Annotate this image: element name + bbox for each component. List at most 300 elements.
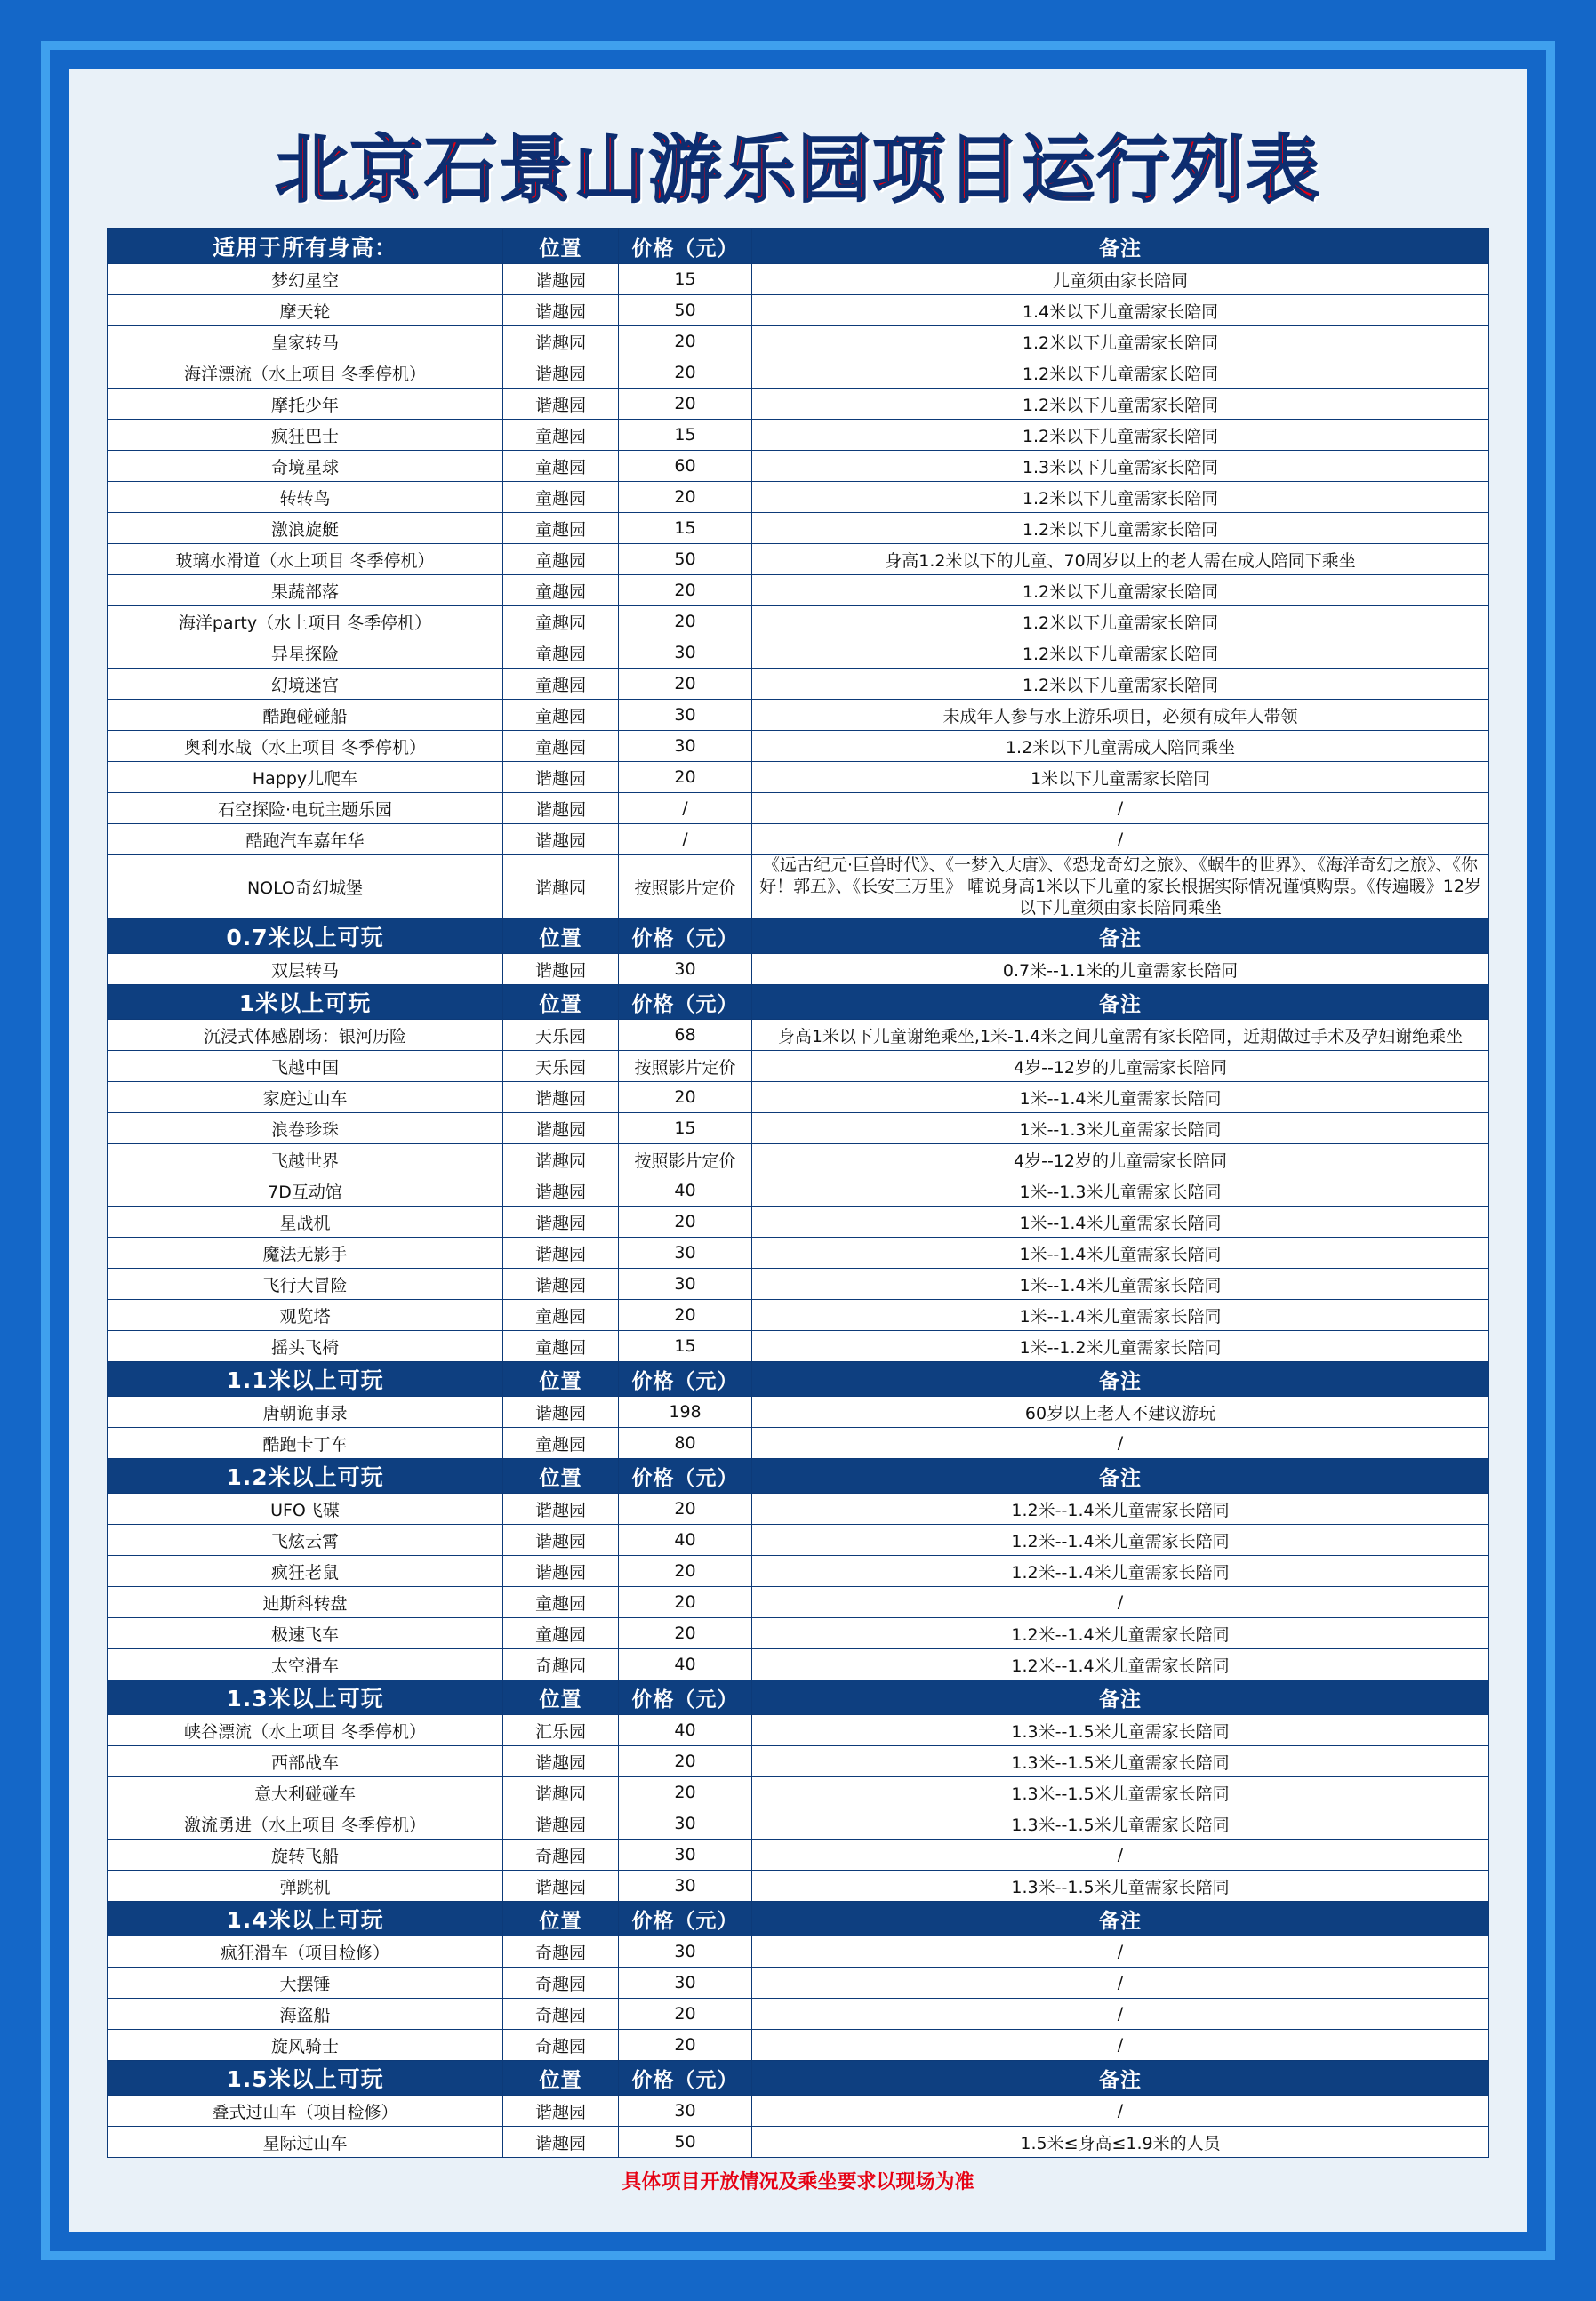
ride-location: 谐趣园 bbox=[503, 1113, 619, 1144]
ride-note: 1.3米--1.5米儿童需家长陪同 bbox=[752, 1715, 1489, 1746]
ride-price: 20 bbox=[619, 1207, 752, 1238]
ride-note: 1.2米--1.4米儿童需家长陪同 bbox=[752, 1556, 1489, 1587]
ride-location: 谐趣园 bbox=[503, 1746, 619, 1777]
ride-location: 童趣园 bbox=[503, 451, 619, 482]
ride-name: 奇境星球 bbox=[108, 451, 503, 482]
ride-name: 海盗船 bbox=[108, 1999, 503, 2030]
ride-name: 疯狂老鼠 bbox=[108, 1556, 503, 1587]
ride-note: 1米--1.4米儿童需家长陪同 bbox=[752, 1300, 1489, 1331]
ride-name: 玻璃水滑道（水上项目 冬季停机） bbox=[108, 544, 503, 575]
ride-name: 幻境迷宫 bbox=[108, 669, 503, 700]
ride-price: 30 bbox=[619, 1238, 752, 1269]
ride-price: 20 bbox=[619, 1300, 752, 1331]
ride-name: 浪卷珍珠 bbox=[108, 1113, 503, 1144]
ride-name: UFO飞碟 bbox=[108, 1494, 503, 1525]
table-row bbox=[108, 1113, 1489, 1144]
ride-location: 谐趣园 bbox=[503, 1207, 619, 1238]
section-header-label: 1.1米以上可玩 bbox=[108, 1362, 503, 1397]
table-row bbox=[108, 1649, 1489, 1680]
table-row bbox=[108, 1238, 1489, 1269]
ride-price: 40 bbox=[619, 1525, 752, 1556]
ride-price: 20 bbox=[619, 762, 752, 793]
ride-note: 1.3米--1.5米儿童需家长陪同 bbox=[752, 1871, 1489, 1902]
ride-price: / bbox=[619, 824, 752, 855]
ride-name: 峡谷漂流（水上项目 冬季停机） bbox=[108, 1715, 503, 1746]
ride-location: 谐趣园 bbox=[503, 1175, 619, 1207]
ride-price: 30 bbox=[619, 1840, 752, 1871]
ride-note: 1.3米--1.5米儿童需家长陪同 bbox=[752, 1746, 1489, 1777]
ride-name: 飞越中国 bbox=[108, 1051, 503, 1082]
ride-price: 50 bbox=[619, 544, 752, 575]
ride-name: 飞炫云霄 bbox=[108, 1525, 503, 1556]
ride-name: 激流勇进（水上项目 冬季停机） bbox=[108, 1808, 503, 1840]
ride-location: 童趣园 bbox=[503, 1428, 619, 1459]
section-header-row bbox=[108, 1680, 1489, 1715]
table-row bbox=[108, 1428, 1489, 1459]
ride-location: 奇趣园 bbox=[503, 1649, 619, 1680]
table-row bbox=[108, 1397, 1489, 1428]
table-row bbox=[108, 1269, 1489, 1300]
ride-price: 30 bbox=[619, 700, 752, 731]
ride-location: 童趣园 bbox=[503, 731, 619, 762]
section-header-label: 1.3米以上可玩 bbox=[108, 1680, 503, 1715]
ride-price: 30 bbox=[619, 1808, 752, 1840]
ride-note: 1.2米以下儿童需家长陪同 bbox=[752, 669, 1489, 700]
ride-price: 20 bbox=[619, 669, 752, 700]
section-header-row bbox=[108, 1902, 1489, 1936]
ride-note: 《远古纪元·巨兽时代》、《一梦入大唐》、《恐龙奇幻之旅》、《蜗牛的世界》、《海洋奇幻之旅》、《你好！郭五》、《长安三万里》 嚯说身高1米以下儿童的家长根据实际情况谨慎购票。《传遍暖》12岁以下儿童须由家长陪同乘坐 bbox=[752, 855, 1489, 919]
table-row bbox=[108, 1715, 1489, 1746]
ride-note: 1.2米以下儿童需家长陪同 bbox=[752, 513, 1489, 544]
ride-name: 飞行大冒险 bbox=[108, 1269, 503, 1300]
ride-name: 极速飞车 bbox=[108, 1618, 503, 1649]
table-row bbox=[108, 326, 1489, 357]
ride-price: 40 bbox=[619, 1175, 752, 1207]
ride-name: 异星探险 bbox=[108, 637, 503, 669]
ride-price: 15 bbox=[619, 264, 752, 295]
ride-price: 30 bbox=[619, 954, 752, 985]
ride-note: / bbox=[752, 2096, 1489, 2127]
column-header-1: 价格（元） bbox=[619, 985, 752, 1020]
ride-note: 儿童须由家长陪同 bbox=[752, 264, 1489, 295]
ride-name: 家庭过山车 bbox=[108, 1082, 503, 1113]
ride-location: 汇乐园 bbox=[503, 1715, 619, 1746]
column-header-2: 备注 bbox=[752, 1362, 1489, 1397]
ride-location: 谐趣园 bbox=[503, 1269, 619, 1300]
ride-location: 天乐园 bbox=[503, 1051, 619, 1082]
ride-location: 谐趣园 bbox=[503, 1082, 619, 1113]
ride-location: 谐趣园 bbox=[503, 762, 619, 793]
column-header-0: 位置 bbox=[503, 1680, 619, 1715]
table-row bbox=[108, 1777, 1489, 1808]
ride-name: 观览塔 bbox=[108, 1300, 503, 1331]
ride-price: 20 bbox=[619, 1618, 752, 1649]
ride-price: 20 bbox=[619, 357, 752, 389]
table-row bbox=[108, 513, 1489, 544]
ride-location: 谐趣园 bbox=[503, 954, 619, 985]
table-row bbox=[108, 575, 1489, 606]
rides-table-wrap bbox=[107, 228, 1489, 2217]
ride-name: 酷跑碰碰船 bbox=[108, 700, 503, 731]
ride-name: 酷跑卡丁车 bbox=[108, 1428, 503, 1459]
section-header-label: 1.4米以上可玩 bbox=[108, 1902, 503, 1936]
ride-note: 4岁--12岁的儿童需家长陪同 bbox=[752, 1051, 1489, 1082]
ride-price: 30 bbox=[619, 731, 752, 762]
ride-note: / bbox=[752, 1587, 1489, 1618]
ride-location: 童趣园 bbox=[503, 637, 619, 669]
poster-frame-inner bbox=[69, 69, 1527, 2232]
ride-note: 0.7米--1.1米的儿童需家长陪同 bbox=[752, 954, 1489, 985]
ride-note: 1.2米以下儿童需成人陪同乘坐 bbox=[752, 731, 1489, 762]
column-header-0: 位置 bbox=[503, 1902, 619, 1936]
section-header-label: 1.5米以上可玩 bbox=[108, 2061, 503, 2096]
ride-price: 40 bbox=[619, 1715, 752, 1746]
section-header-row bbox=[108, 919, 1489, 954]
ride-name: 酷跑汽车嘉年华 bbox=[108, 824, 503, 855]
ride-price: 30 bbox=[619, 2096, 752, 2127]
ride-name: 唐朝诡事录 bbox=[108, 1397, 503, 1428]
ride-note: 1.3米--1.5米儿童需家长陪同 bbox=[752, 1808, 1489, 1840]
table-row bbox=[108, 1082, 1489, 1113]
table-row bbox=[108, 1020, 1489, 1051]
ride-price: 50 bbox=[619, 2127, 752, 2158]
ride-price: 30 bbox=[619, 1871, 752, 1902]
ride-note: 1米--1.4米儿童需家长陪同 bbox=[752, 1238, 1489, 1269]
table-row bbox=[108, 855, 1489, 919]
ride-name: 双层转马 bbox=[108, 954, 503, 985]
ride-name: 7D互动馆 bbox=[108, 1175, 503, 1207]
ride-location: 童趣园 bbox=[503, 1331, 619, 1362]
ride-price: 30 bbox=[619, 1269, 752, 1300]
ride-note: 60岁以上老人不建议游玩 bbox=[752, 1397, 1489, 1428]
table-row bbox=[108, 2127, 1489, 2158]
ride-price: / bbox=[619, 793, 752, 824]
column-header-1: 价格（元） bbox=[619, 1362, 752, 1397]
ride-name: Happy儿爬车 bbox=[108, 762, 503, 793]
ride-location: 童趣园 bbox=[503, 669, 619, 700]
ride-price: 20 bbox=[619, 1556, 752, 1587]
footer-note: 具体项目开放情况及乘坐要求以现场为准 bbox=[622, 2171, 974, 2194]
table-row bbox=[108, 1494, 1489, 1525]
ride-note: 1米--1.2米儿童需家长陪同 bbox=[752, 1331, 1489, 1362]
ride-price: 30 bbox=[619, 1968, 752, 1999]
ride-price: 20 bbox=[619, 575, 752, 606]
ride-note: 未成年人参与水上游乐项目，必须有成年人带领 bbox=[752, 700, 1489, 731]
ride-note: 1米--1.4米儿童需家长陪同 bbox=[752, 1082, 1489, 1113]
ride-price: 15 bbox=[619, 420, 752, 451]
ride-note: 1.2米以下儿童需家长陪同 bbox=[752, 482, 1489, 513]
ride-location: 谐趣园 bbox=[503, 357, 619, 389]
table-row bbox=[108, 762, 1489, 793]
table-row bbox=[108, 482, 1489, 513]
ride-location: 童趣园 bbox=[503, 544, 619, 575]
ride-note: 1.2米以下儿童需家长陪同 bbox=[752, 606, 1489, 637]
column-header-0: 位置 bbox=[503, 1362, 619, 1397]
ride-name: 疯狂巴士 bbox=[108, 420, 503, 451]
table-row bbox=[108, 1300, 1489, 1331]
ride-location: 奇趣园 bbox=[503, 1936, 619, 1968]
table-row bbox=[108, 731, 1489, 762]
ride-location: 奇趣园 bbox=[503, 1840, 619, 1871]
ride-name: 太空滑车 bbox=[108, 1649, 503, 1680]
table-row bbox=[108, 1618, 1489, 1649]
ride-name: 沉浸式体感剧场：银河历险 bbox=[108, 1020, 503, 1051]
ride-note: / bbox=[752, 1999, 1489, 2030]
ride-note: / bbox=[752, 1968, 1489, 1999]
ride-location: 谐趣园 bbox=[503, 1556, 619, 1587]
table-row bbox=[108, 1808, 1489, 1840]
ride-price: 20 bbox=[619, 1082, 752, 1113]
ride-price: 15 bbox=[619, 1331, 752, 1362]
ride-price: 50 bbox=[619, 295, 752, 326]
ride-price: 15 bbox=[619, 1113, 752, 1144]
ride-price: 30 bbox=[619, 1936, 752, 1968]
ride-location: 谐趣园 bbox=[503, 1144, 619, 1175]
ride-price: 20 bbox=[619, 482, 752, 513]
ride-price: 80 bbox=[619, 1428, 752, 1459]
ride-price: 20 bbox=[619, 326, 752, 357]
ride-location: 童趣园 bbox=[503, 1618, 619, 1649]
table-row bbox=[108, 544, 1489, 575]
ride-name: 奥利水战（水上项目 冬季停机） bbox=[108, 731, 503, 762]
ride-name: 星际过山车 bbox=[108, 2127, 503, 2158]
table-row bbox=[108, 1936, 1489, 1968]
ride-location: 谐趣园 bbox=[503, 2096, 619, 2127]
ride-note: 4岁--12岁的儿童需家长陪同 bbox=[752, 1144, 1489, 1175]
ride-name: 大摆锤 bbox=[108, 1968, 503, 1999]
table-row bbox=[108, 954, 1489, 985]
table-row bbox=[108, 606, 1489, 637]
ride-location: 童趣园 bbox=[503, 513, 619, 544]
ride-location: 奇趣园 bbox=[503, 1999, 619, 2030]
ride-note: 1.2米--1.4米儿童需家长陪同 bbox=[752, 1525, 1489, 1556]
ride-price: 20 bbox=[619, 2030, 752, 2061]
ride-name: 疯狂滑车（项目检修） bbox=[108, 1936, 503, 1968]
ride-name: 旋风骑士 bbox=[108, 2030, 503, 2061]
ride-price: 20 bbox=[619, 389, 752, 420]
ride-name: 激浪旋艇 bbox=[108, 513, 503, 544]
ride-note: / bbox=[752, 1428, 1489, 1459]
ride-price: 按照影片定价 bbox=[619, 1144, 752, 1175]
ride-note: / bbox=[752, 2030, 1489, 2061]
table-row bbox=[108, 793, 1489, 824]
column-header-1: 价格（元） bbox=[619, 2061, 752, 2096]
ride-note: 1米--1.4米儿童需家长陪同 bbox=[752, 1269, 1489, 1300]
column-header-2: 备注 bbox=[752, 1902, 1489, 1936]
ride-location: 谐趣园 bbox=[503, 855, 619, 919]
ride-location: 谐趣园 bbox=[503, 295, 619, 326]
ride-location: 谐趣园 bbox=[503, 1397, 619, 1428]
table-row bbox=[108, 669, 1489, 700]
ride-name: 飞越世界 bbox=[108, 1144, 503, 1175]
table-row bbox=[108, 1207, 1489, 1238]
ride-name: 摩托少年 bbox=[108, 389, 503, 420]
column-header-1: 价格（元） bbox=[619, 1680, 752, 1715]
ride-price: 40 bbox=[619, 1649, 752, 1680]
section-header-row bbox=[108, 2061, 1489, 2096]
ride-price: 按照影片定价 bbox=[619, 855, 752, 919]
ride-note: / bbox=[752, 1936, 1489, 1968]
ride-note: 身高1米以下儿童谢绝乘坐,1米-1.4米之间儿童需有家长陪同，近期做过手术及孕妇谢绝乘坐 bbox=[752, 1020, 1489, 1051]
ride-location: 谐趣园 bbox=[503, 389, 619, 420]
section-header-label: 1米以上可玩 bbox=[108, 985, 503, 1020]
table-row bbox=[108, 1746, 1489, 1777]
table-row bbox=[108, 1871, 1489, 1902]
ride-note: 身高1.2米以下的儿童、70周岁以上的老人需在成人陪同下乘坐 bbox=[752, 544, 1489, 575]
table-row bbox=[108, 1840, 1489, 1871]
ride-note: 1米--1.3米儿童需家长陪同 bbox=[752, 1113, 1489, 1144]
table-row bbox=[108, 295, 1489, 326]
ride-name: 西部战车 bbox=[108, 1746, 503, 1777]
ride-note: / bbox=[752, 1840, 1489, 1871]
ride-name: 星战机 bbox=[108, 1207, 503, 1238]
column-header-1: 价格（元） bbox=[619, 1459, 752, 1494]
ride-note: 1.2米以下儿童需家长陪同 bbox=[752, 420, 1489, 451]
ride-name: 摩天轮 bbox=[108, 295, 503, 326]
rides-table bbox=[107, 228, 1489, 2158]
column-header-0: 位置 bbox=[503, 229, 619, 264]
column-header-2: 备注 bbox=[752, 1459, 1489, 1494]
table-row bbox=[108, 1175, 1489, 1207]
ride-location: 谐趣园 bbox=[503, 1525, 619, 1556]
ride-note: 1米--1.4米儿童需家长陪同 bbox=[752, 1207, 1489, 1238]
ride-price: 20 bbox=[619, 1777, 752, 1808]
ride-location: 童趣园 bbox=[503, 700, 619, 731]
ride-name: 海洋party（水上项目 冬季停机） bbox=[108, 606, 503, 637]
page-title: 北京石景山游乐园项目运行列表 bbox=[275, 128, 1321, 212]
ride-note: 1.3米--1.5米儿童需家长陪同 bbox=[752, 1777, 1489, 1808]
ride-note: 1.2米以下儿童需家长陪同 bbox=[752, 326, 1489, 357]
column-header-0: 位置 bbox=[503, 2061, 619, 2096]
ride-location: 谐趣园 bbox=[503, 824, 619, 855]
ride-price: 30 bbox=[619, 637, 752, 669]
column-header-0: 位置 bbox=[503, 1459, 619, 1494]
table-row bbox=[108, 1525, 1489, 1556]
ride-price: 20 bbox=[619, 606, 752, 637]
ride-location: 奇趣园 bbox=[503, 2030, 619, 2061]
ride-location: 奇趣园 bbox=[503, 1968, 619, 1999]
section-header-row bbox=[108, 229, 1489, 264]
section-header-label: 0.7米以上可玩 bbox=[108, 919, 503, 954]
section-header-row bbox=[108, 1459, 1489, 1494]
table-row bbox=[108, 1331, 1489, 1362]
column-header-1: 价格（元） bbox=[619, 229, 752, 264]
ride-name: 摇头飞椅 bbox=[108, 1331, 503, 1362]
ride-location: 谐趣园 bbox=[503, 1777, 619, 1808]
ride-note: 1.5米≤身高≤1.9米的人员 bbox=[752, 2127, 1489, 2158]
section-header-label: 适用于所有身高： bbox=[108, 229, 503, 264]
table-row bbox=[108, 2096, 1489, 2127]
ride-note: 1米以下儿童需家长陪同 bbox=[752, 762, 1489, 793]
ride-note: 1.2米以下儿童需家长陪同 bbox=[752, 357, 1489, 389]
ride-note: 1.4米以下儿童需家长陪同 bbox=[752, 295, 1489, 326]
ride-location: 天乐园 bbox=[503, 1020, 619, 1051]
table-row bbox=[108, 2030, 1489, 2061]
ride-note: 1.2米以下儿童需家长陪同 bbox=[752, 637, 1489, 669]
table-row bbox=[108, 357, 1489, 389]
table-row bbox=[108, 1144, 1489, 1175]
ride-name: 意大利碰碰车 bbox=[108, 1777, 503, 1808]
ride-price: 按照影片定价 bbox=[619, 1051, 752, 1082]
column-header-1: 价格（元） bbox=[619, 1902, 752, 1936]
column-header-0: 位置 bbox=[503, 985, 619, 1020]
table-row bbox=[108, 1968, 1489, 1999]
ride-location: 童趣园 bbox=[503, 1587, 619, 1618]
ride-name: 迪斯科转盘 bbox=[108, 1587, 503, 1618]
table-row bbox=[108, 1999, 1489, 2030]
ride-note: 1米--1.3米儿童需家长陪同 bbox=[752, 1175, 1489, 1207]
ride-location: 谐趣园 bbox=[503, 1871, 619, 1902]
section-header-row bbox=[108, 1362, 1489, 1397]
column-header-0: 位置 bbox=[503, 919, 619, 954]
ride-location: 童趣园 bbox=[503, 1300, 619, 1331]
column-header-2: 备注 bbox=[752, 229, 1489, 264]
ride-name: 果蔬部落 bbox=[108, 575, 503, 606]
ride-note: 1.2米以下儿童需家长陪同 bbox=[752, 575, 1489, 606]
ride-price: 15 bbox=[619, 513, 752, 544]
table-row bbox=[108, 1051, 1489, 1082]
column-header-1: 价格（元） bbox=[619, 919, 752, 954]
ride-price: 68 bbox=[619, 1020, 752, 1051]
ride-location: 童趣园 bbox=[503, 606, 619, 637]
ride-note: / bbox=[752, 793, 1489, 824]
column-header-2: 备注 bbox=[752, 985, 1489, 1020]
ride-name: NOLO奇幻城堡 bbox=[108, 855, 503, 919]
ride-price: 198 bbox=[619, 1397, 752, 1428]
ride-price: 60 bbox=[619, 451, 752, 482]
table-row bbox=[108, 420, 1489, 451]
table-row bbox=[108, 824, 1489, 855]
ride-location: 童趣园 bbox=[503, 482, 619, 513]
ride-name: 梦幻星空 bbox=[108, 264, 503, 295]
section-header-label: 1.2米以上可玩 bbox=[108, 1459, 503, 1494]
column-header-2: 备注 bbox=[752, 1680, 1489, 1715]
table-row bbox=[108, 389, 1489, 420]
ride-note: / bbox=[752, 824, 1489, 855]
ride-location: 童趣园 bbox=[503, 420, 619, 451]
table-row bbox=[108, 451, 1489, 482]
ride-price: 20 bbox=[619, 1746, 752, 1777]
poster-frame-outer bbox=[41, 41, 1555, 2260]
ride-note: 1.2米--1.4米儿童需家长陪同 bbox=[752, 1618, 1489, 1649]
section-header-row bbox=[108, 985, 1489, 1020]
ride-note: 1.2米以下儿童需家长陪同 bbox=[752, 389, 1489, 420]
table-row bbox=[108, 1556, 1489, 1587]
ride-price: 20 bbox=[619, 1587, 752, 1618]
ride-location: 谐趣园 bbox=[503, 1808, 619, 1840]
ride-location: 谐趣园 bbox=[503, 326, 619, 357]
table-row bbox=[108, 264, 1489, 295]
column-header-2: 备注 bbox=[752, 2061, 1489, 2096]
ride-name: 海洋漂流（水上项目 冬季停机） bbox=[108, 357, 503, 389]
ride-location: 谐趣园 bbox=[503, 1494, 619, 1525]
ride-name: 旋转飞船 bbox=[108, 1840, 503, 1871]
ride-name: 叠式过山车（项目检修） bbox=[108, 2096, 503, 2127]
ride-location: 谐趣园 bbox=[503, 1238, 619, 1269]
ride-location: 谐趣园 bbox=[503, 793, 619, 824]
ride-location: 谐趣园 bbox=[503, 2127, 619, 2158]
ride-note: 1.2米--1.4米儿童需家长陪同 bbox=[752, 1649, 1489, 1680]
ride-name: 皇家转马 bbox=[108, 326, 503, 357]
column-header-2: 备注 bbox=[752, 919, 1489, 954]
table-row bbox=[108, 1587, 1489, 1618]
table-row bbox=[108, 637, 1489, 669]
ride-price: 20 bbox=[619, 1494, 752, 1525]
ride-location: 谐趣园 bbox=[503, 264, 619, 295]
ride-note: 1.3米以下儿童需家长陪同 bbox=[752, 451, 1489, 482]
ride-location: 童趣园 bbox=[503, 575, 619, 606]
table-row bbox=[108, 700, 1489, 731]
